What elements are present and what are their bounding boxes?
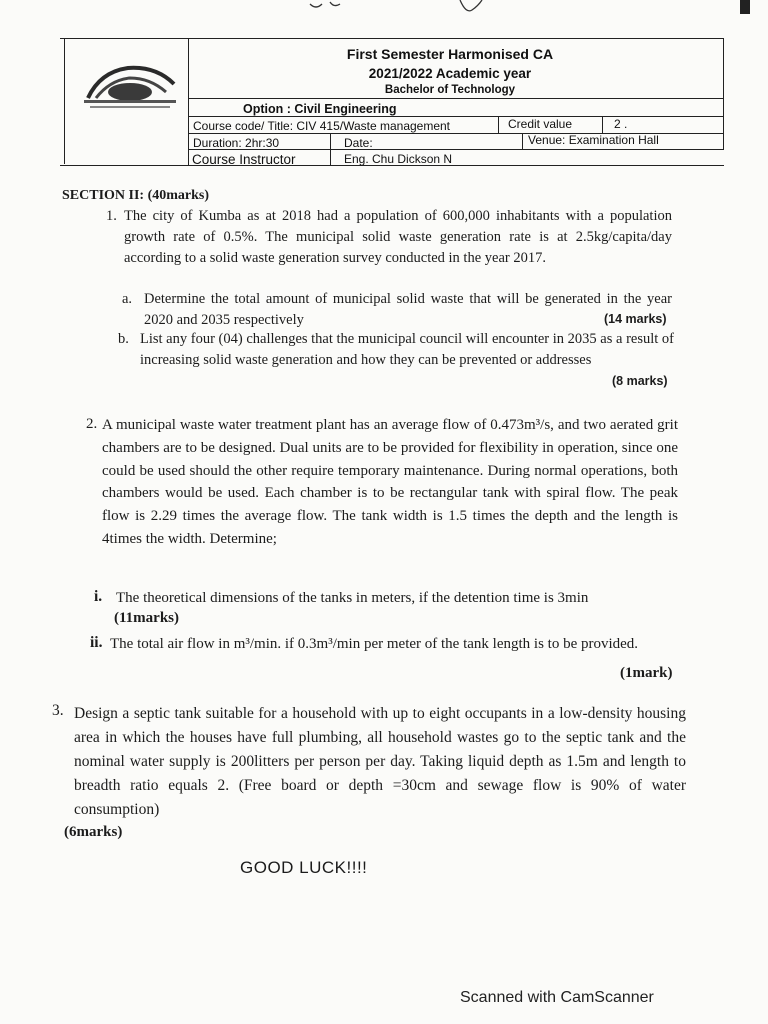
handwritten-scribble-icon <box>290 0 510 22</box>
header-duration: Duration: 2hr:30 <box>193 136 280 150</box>
header-academic-year: 2021/2022 Academic year <box>368 66 532 81</box>
header-venue: Venue: Examination Hall <box>528 133 659 147</box>
q1b-marks: (8 marks) <box>612 374 668 388</box>
header-option: Option : Civil Engineering <box>243 102 397 116</box>
header-course: Course code/ Title: CIV 415/Waste management <box>193 119 451 133</box>
q1a-label: a. <box>122 291 133 307</box>
header-instructor-name: Eng. Chu Dickson N <box>344 152 453 166</box>
edge-mark <box>740 0 750 14</box>
q2ii-marks: (1mark) <box>620 665 673 681</box>
closing-message: GOOD LUCK!!!! <box>240 858 368 877</box>
q3-marks: (6marks) <box>64 824 123 840</box>
section-heading: SECTION II: (40marks) <box>62 188 210 203</box>
header-date: Date: <box>344 136 373 150</box>
q2ii-label: ii. <box>90 634 103 651</box>
header-credit-value: 2 . <box>614 117 628 131</box>
header-title: First Semester Harmonised CA <box>346 46 554 62</box>
header-credit-label: Credit value <box>508 117 573 131</box>
header-instructor-label: Course Instructor <box>192 152 296 167</box>
q2i-label: i. <box>94 588 103 605</box>
scanner-watermark: Scanned with CamScanner <box>460 989 654 1006</box>
q1-text: The city of Kumba as at 2018 had a population of 600,000 inhabitants with a population growth rate of 0.5%. The municipal solid waste generation rate is at 2.5kg/capita/day according to a solid waste generation survey conducted in the year 2017. <box>124 208 672 266</box>
q1a-text: Determine the total amount of municipal solid waste that will be generated in the year 2020 and 2035 respectively <box>144 291 672 328</box>
q1a-marks: (14 marks) <box>604 312 667 326</box>
q2ii-text: The total air flow in m³/min. if 0.3m³/min per meter of the tank length is to be provided. <box>110 636 639 652</box>
q2-text: A municipal waste water treatment plant has an average flow of 0.473m³/s, and two aerated grit chambers are to be designed. Dual units are to be provided for flexibility in operation, since one could be used should the other require temporary maintenance. During normal operations, both chambers would be used. Each chamber is to be rectangular tank with spiral flow. The peak flow is 2.29 times the average flow. The tank width is 1.5 times the depth and the length is 4times the width. Determine; <box>102 417 678 547</box>
q1b-label: b. <box>118 331 129 347</box>
q2-number: 2. <box>86 416 98 432</box>
university-logo <box>70 58 190 114</box>
q1b-text: List any four (04) challenges that the municipal council will encounter in 2035 as a result of increasing solid waste generation and how they can be prevented or addresses <box>140 331 674 368</box>
q2i-text: The theoretical dimensions of the tanks in meters, if the detention time is 3min <box>116 590 589 606</box>
q3-number: 3. <box>52 702 64 719</box>
q1-number: 1. <box>106 208 117 224</box>
header-degree: Bachelor of Technology <box>384 84 516 96</box>
q3-text: Design a septic tank suitable for a household with up to eight occupants in a low-density housing area in which the houses have full plumbing, all household wastes go to the septic tank and the nominal water supply is 200litters per person per day. Taking liquid depth as 1.5m and length to breadth ratio equals 2. (Free board or depth =30cm and sewage flow is 90% of water consumption) <box>74 705 686 818</box>
q2i-marks: (11marks) <box>114 610 179 626</box>
